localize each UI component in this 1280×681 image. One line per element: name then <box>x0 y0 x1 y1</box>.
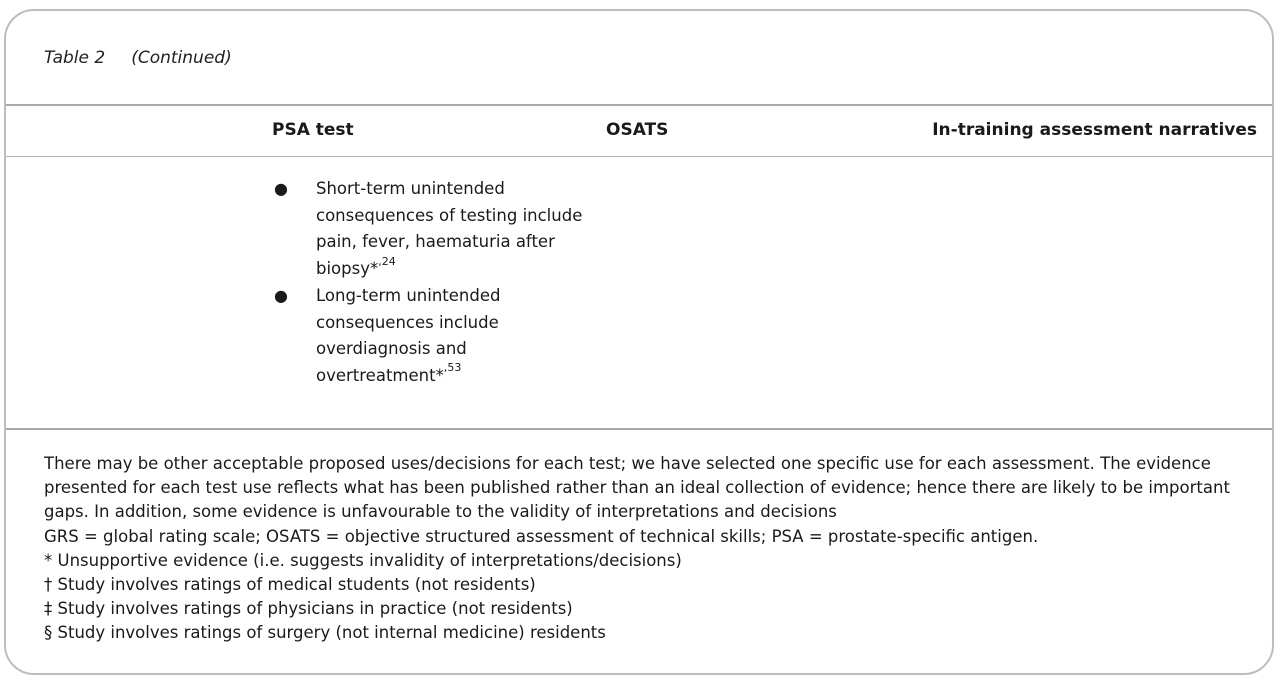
footnote-abbreviations: GRS = global rating scale; OSATS = objective structured assessment of technical skills; PSA = prostate-specific antigen. <box>44 526 1039 546</box>
bullet-icon: ● <box>274 179 288 198</box>
column-header-osats: OSATS <box>606 120 669 140</box>
bullet-icon: ● <box>274 285 288 305</box>
psa-bullet-list <box>268 176 588 390</box>
table-caption <box>44 48 232 68</box>
list-item <box>268 176 588 283</box>
bullet-ref: ,24 <box>378 254 396 268</box>
table-label: Table 2 <box>44 48 106 68</box>
table-continued: (Continued) <box>131 48 232 68</box>
footnote-section: § Study involves ratings of surgery (not internal medicine) residents <box>44 623 606 643</box>
column-header-psa: PSA test <box>272 120 354 140</box>
column-header-ita: In-training assessment narratives <box>932 120 1257 140</box>
bullet-text: Short-term unintended consequences of testing include pain, fever, haematuria after biopsy* <box>316 179 583 279</box>
table-footnotes <box>44 452 1259 646</box>
header-top-rule <box>6 104 1272 106</box>
footnote-unsupportive: * Unsupportive evidence (i.e. suggests invalidity of interpretations/decisions) <box>44 550 682 570</box>
footnote-intro: There may be other acceptable proposed uses/decisions for each test; we have selected one specific use for each assessment. The evidence presented for each test use reflects what has been published rather than an ideal collection of evidence; hence there are likely to be important gaps. In addition, some evidence is unfavourable to the validity of interpretations and decisions <box>44 454 1230 522</box>
footnote-rule <box>6 428 1272 430</box>
header-bottom-rule <box>6 156 1272 157</box>
footnote-double-dagger: ‡ Study involves ratings of physicians in practice (not residents) <box>44 599 573 619</box>
bullet-text: Long-term unintended consequences include overdiagnosis and overtreatment* <box>316 285 501 385</box>
bullet-ref: ,53 <box>443 361 462 375</box>
list-item <box>268 283 588 390</box>
table-card <box>4 9 1274 675</box>
footnote-dagger: † Study involves ratings of medical students (not residents) <box>44 575 536 595</box>
